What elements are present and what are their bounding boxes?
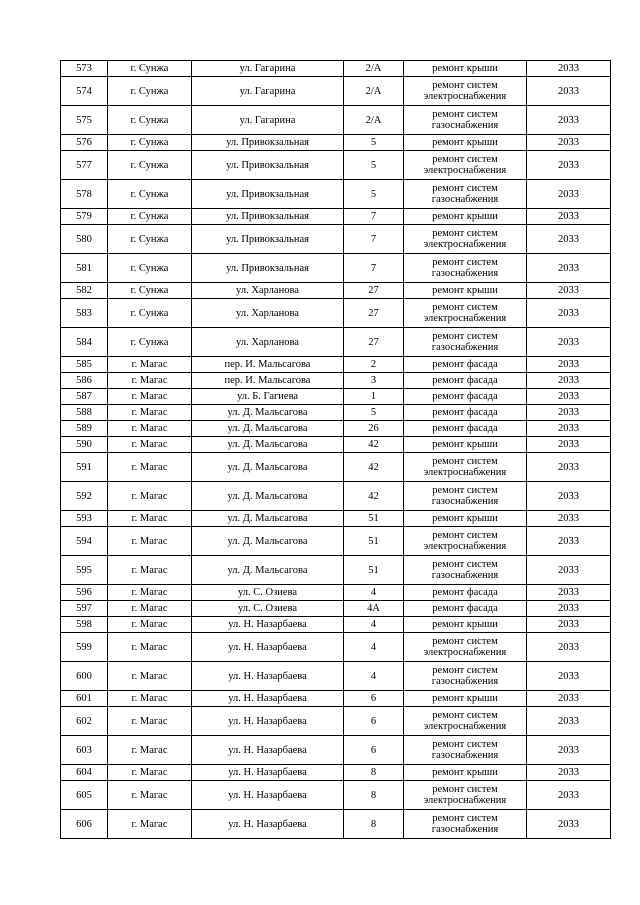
work-type-cell (404, 283, 527, 299)
row-number: 581 (61, 254, 108, 283)
year-cell: 2033 (527, 106, 611, 135)
table-row (61, 527, 611, 556)
year-cell: 2033 (527, 254, 611, 283)
house-cell: 27 (344, 283, 404, 299)
work-type-cell (404, 736, 527, 765)
work-type-line: ремонт систем (432, 739, 498, 750)
house-cell: 4 (344, 662, 404, 691)
work-type-line: ремонт систем (432, 257, 498, 268)
work-type-line: ремонт фасада (432, 423, 498, 434)
work-type-line: газоснабжения (431, 570, 499, 581)
city-cell: г. Сунжа (108, 225, 192, 254)
row-number: 579 (61, 209, 108, 225)
table-row (61, 511, 611, 527)
city-cell: г. Сунжа (108, 151, 192, 180)
table-row (61, 437, 611, 453)
city-cell: г. Магас (108, 781, 192, 810)
table-row (61, 617, 611, 633)
street-cell: ул. Н. Назарбаева (192, 765, 344, 781)
city-cell: г. Сунжа (108, 328, 192, 357)
city-cell: г. Магас (108, 437, 192, 453)
house-cell: 5 (344, 135, 404, 151)
table-row (61, 209, 611, 225)
house-cell: 2/А (344, 77, 404, 106)
year-cell: 2033 (527, 283, 611, 299)
year-cell: 2033 (527, 225, 611, 254)
street-cell: ул. Н. Назарбаева (192, 662, 344, 691)
street-cell: ул. Д. Мальсагова (192, 482, 344, 511)
work-type-line: ремонт систем (432, 485, 498, 496)
table-row (61, 482, 611, 511)
year-cell: 2033 (527, 601, 611, 617)
house-cell: 6 (344, 736, 404, 765)
table-row (61, 556, 611, 585)
row-number: 596 (61, 585, 108, 601)
street-cell: ул. Д. Мальсагова (192, 405, 344, 421)
table-body (61, 61, 611, 839)
work-type-line: ремонт систем (432, 456, 498, 467)
row-number: 600 (61, 662, 108, 691)
work-type-cell (404, 151, 527, 180)
city-cell: г. Сунжа (108, 254, 192, 283)
row-number: 575 (61, 106, 108, 135)
work-type-line: ремонт систем (432, 228, 498, 239)
work-type-line: ремонт систем (432, 183, 498, 194)
house-cell: 5 (344, 151, 404, 180)
row-number: 601 (61, 691, 108, 707)
table-row (61, 389, 611, 405)
house-cell: 8 (344, 781, 404, 810)
work-type-line: газоснабжения (431, 750, 499, 761)
work-type-cell (404, 707, 527, 736)
year-cell: 2033 (527, 662, 611, 691)
year-cell: 2033 (527, 810, 611, 839)
work-type-cell (404, 373, 527, 389)
row-number: 593 (61, 511, 108, 527)
city-cell: г. Магас (108, 421, 192, 437)
work-type-cell (404, 633, 527, 662)
row-number: 606 (61, 810, 108, 839)
row-number: 592 (61, 482, 108, 511)
table-row (61, 225, 611, 254)
year-cell: 2033 (527, 357, 611, 373)
work-type-line: электроснабжения (423, 647, 507, 658)
table-row (61, 405, 611, 421)
work-type-line: ремонт систем (432, 665, 498, 676)
street-cell: ул. Н. Назарбаева (192, 617, 344, 633)
house-cell: 6 (344, 707, 404, 736)
row-number: 580 (61, 225, 108, 254)
house-cell: 2/А (344, 61, 404, 77)
work-type-line: ремонт систем (432, 559, 498, 570)
work-type-line: ремонт крыши (432, 439, 498, 450)
table-row (61, 765, 611, 781)
house-cell: 8 (344, 765, 404, 781)
city-cell: г. Магас (108, 389, 192, 405)
work-type-line: ремонт крыши (432, 63, 498, 74)
work-type-line: электроснабжения (423, 541, 507, 552)
year-cell: 2033 (527, 77, 611, 106)
street-cell: ул. С. Озиева (192, 601, 344, 617)
year-cell: 2033 (527, 707, 611, 736)
street-cell: ул. Н. Назарбаева (192, 810, 344, 839)
work-type-line: ремонт фасада (432, 407, 498, 418)
work-type-cell (404, 453, 527, 482)
year-cell: 2033 (527, 373, 611, 389)
work-type-line: ремонт крыши (432, 693, 498, 704)
work-type-line: электроснабжения (423, 165, 507, 176)
street-cell: ул. С. Озиева (192, 585, 344, 601)
work-type-cell (404, 810, 527, 839)
house-cell: 5 (344, 405, 404, 421)
city-cell: г. Магас (108, 810, 192, 839)
work-type-cell (404, 556, 527, 585)
table-row (61, 254, 611, 283)
table-row (61, 283, 611, 299)
street-cell: ул. Гагарина (192, 61, 344, 77)
table-row (61, 707, 611, 736)
work-type-line: ремонт фасада (432, 359, 498, 370)
table-row (61, 691, 611, 707)
work-type-cell (404, 209, 527, 225)
year-cell: 2033 (527, 633, 611, 662)
year-cell: 2033 (527, 556, 611, 585)
year-cell: 2033 (527, 585, 611, 601)
year-cell: 2033 (527, 209, 611, 225)
city-cell: г. Магас (108, 373, 192, 389)
street-cell: ул. Гагарина (192, 77, 344, 106)
work-type-line: ремонт крыши (432, 767, 498, 778)
city-cell: г. Магас (108, 691, 192, 707)
street-cell: ул. Н. Назарбаева (192, 736, 344, 765)
table-row (61, 810, 611, 839)
street-cell: ул. Харланова (192, 283, 344, 299)
street-cell: ул. Привокзальная (192, 209, 344, 225)
row-number: 584 (61, 328, 108, 357)
city-cell: г. Магас (108, 707, 192, 736)
work-type-cell (404, 585, 527, 601)
work-type-line: электроснабжения (423, 795, 507, 806)
work-type-cell (404, 617, 527, 633)
year-cell: 2033 (527, 511, 611, 527)
table-row (61, 736, 611, 765)
work-type-cell (404, 482, 527, 511)
year-cell: 2033 (527, 405, 611, 421)
city-cell: г. Магас (108, 765, 192, 781)
house-cell: 8 (344, 810, 404, 839)
work-type-line: газоснабжения (431, 268, 499, 279)
row-number: 588 (61, 405, 108, 421)
work-type-cell (404, 254, 527, 283)
work-type-line: электроснабжения (423, 467, 507, 478)
street-cell: ул. Н. Назарбаева (192, 691, 344, 707)
city-cell: г. Сунжа (108, 180, 192, 209)
work-type-line: ремонт крыши (432, 285, 498, 296)
house-cell: 42 (344, 453, 404, 482)
street-cell: ул. Д. Мальсагова (192, 511, 344, 527)
house-cell: 5 (344, 180, 404, 209)
work-type-cell (404, 765, 527, 781)
work-type-line: газоснабжения (431, 120, 499, 131)
row-number: 605 (61, 781, 108, 810)
work-type-line: ремонт крыши (432, 619, 498, 630)
house-cell: 4 (344, 633, 404, 662)
work-type-cell (404, 180, 527, 209)
street-cell: пер. И. Мальсагова (192, 357, 344, 373)
table-row (61, 151, 611, 180)
row-number: 576 (61, 135, 108, 151)
street-cell: ул. Харланова (192, 299, 344, 328)
row-number: 577 (61, 151, 108, 180)
street-cell: ул. Н. Назарбаева (192, 707, 344, 736)
row-number: 587 (61, 389, 108, 405)
street-cell: ул. Привокзальная (192, 225, 344, 254)
house-cell: 2/А (344, 106, 404, 135)
house-cell: 51 (344, 556, 404, 585)
work-type-line: ремонт систем (432, 109, 498, 120)
row-number: 574 (61, 77, 108, 106)
city-cell: г. Сунжа (108, 61, 192, 77)
city-cell: г. Магас (108, 617, 192, 633)
street-cell: ул. Н. Назарбаева (192, 633, 344, 662)
work-type-line: ремонт систем (432, 813, 498, 824)
row-number: 586 (61, 373, 108, 389)
house-cell: 4 (344, 585, 404, 601)
row-number: 573 (61, 61, 108, 77)
house-cell: 51 (344, 527, 404, 556)
work-type-line: ремонт систем (432, 80, 498, 91)
table-row (61, 328, 611, 357)
work-type-cell (404, 527, 527, 556)
street-cell: ул. Б. Гагиева (192, 389, 344, 405)
work-type-cell (404, 106, 527, 135)
city-cell: г. Магас (108, 482, 192, 511)
house-cell: 6 (344, 691, 404, 707)
work-type-line: электроснабжения (423, 721, 507, 732)
house-cell: 7 (344, 209, 404, 225)
table-row (61, 453, 611, 482)
row-number: 604 (61, 765, 108, 781)
year-cell: 2033 (527, 736, 611, 765)
work-type-line: ремонт систем (432, 710, 498, 721)
work-type-line: ремонт систем (432, 530, 498, 541)
work-type-cell (404, 662, 527, 691)
table-row (61, 633, 611, 662)
work-type-line: ремонт фасада (432, 391, 498, 402)
work-type-line: ремонт систем (432, 302, 498, 313)
table-row (61, 421, 611, 437)
table-row (61, 781, 611, 810)
table-row (61, 180, 611, 209)
work-type-cell (404, 389, 527, 405)
street-cell: ул. Харланова (192, 328, 344, 357)
house-cell: 51 (344, 511, 404, 527)
table-row (61, 373, 611, 389)
city-cell: г. Сунжа (108, 135, 192, 151)
street-cell: пер. И. Мальсагова (192, 373, 344, 389)
work-type-line: газоснабжения (431, 824, 499, 835)
table-row (61, 135, 611, 151)
city-cell: г. Магас (108, 662, 192, 691)
work-type-line: газоснабжения (431, 676, 499, 687)
row-number: 582 (61, 283, 108, 299)
city-cell: г. Магас (108, 585, 192, 601)
row-number: 585 (61, 357, 108, 373)
work-type-line: ремонт систем (432, 154, 498, 165)
row-number: 598 (61, 617, 108, 633)
city-cell: г. Магас (108, 357, 192, 373)
year-cell: 2033 (527, 781, 611, 810)
work-type-cell (404, 225, 527, 254)
work-type-line: ремонт крыши (432, 137, 498, 148)
street-cell: ул. Д. Мальсагова (192, 437, 344, 453)
work-type-cell (404, 511, 527, 527)
work-type-cell (404, 77, 527, 106)
house-cell: 27 (344, 299, 404, 328)
row-number: 595 (61, 556, 108, 585)
house-cell: 3 (344, 373, 404, 389)
street-cell: ул. Д. Мальсагова (192, 421, 344, 437)
work-type-cell (404, 421, 527, 437)
street-cell: ул. Д. Мальсагова (192, 556, 344, 585)
work-type-line: газоснабжения (431, 194, 499, 205)
city-cell: г. Сунжа (108, 283, 192, 299)
city-cell: г. Сунжа (108, 106, 192, 135)
row-number: 594 (61, 527, 108, 556)
row-number: 597 (61, 601, 108, 617)
work-type-cell (404, 781, 527, 810)
city-cell: г. Магас (108, 453, 192, 482)
city-cell: г. Магас (108, 527, 192, 556)
house-cell: 42 (344, 437, 404, 453)
work-type-line: ремонт крыши (432, 513, 498, 524)
work-type-cell (404, 135, 527, 151)
city-cell: г. Магас (108, 601, 192, 617)
house-cell: 4 (344, 617, 404, 633)
work-type-line: электроснабжения (423, 91, 507, 102)
work-type-cell (404, 601, 527, 617)
street-cell: ул. Н. Назарбаева (192, 781, 344, 810)
year-cell: 2033 (527, 482, 611, 511)
row-number: 590 (61, 437, 108, 453)
city-cell: г. Сунжа (108, 77, 192, 106)
year-cell: 2033 (527, 527, 611, 556)
street-cell: ул. Д. Мальсагова (192, 527, 344, 556)
year-cell: 2033 (527, 135, 611, 151)
year-cell: 2033 (527, 151, 611, 180)
work-type-line: газоснабжения (431, 496, 499, 507)
work-type-line: ремонт фасада (432, 375, 498, 386)
table-row (61, 61, 611, 77)
year-cell: 2033 (527, 389, 611, 405)
row-number: 578 (61, 180, 108, 209)
row-number: 583 (61, 299, 108, 328)
street-cell: ул. Привокзальная (192, 135, 344, 151)
row-number: 589 (61, 421, 108, 437)
work-type-cell (404, 61, 527, 77)
year-cell: 2033 (527, 617, 611, 633)
house-cell: 2 (344, 357, 404, 373)
house-cell: 4А (344, 601, 404, 617)
row-number: 603 (61, 736, 108, 765)
city-cell: г. Магас (108, 511, 192, 527)
work-type-line: ремонт крыши (432, 211, 498, 222)
work-type-line: ремонт фасада (432, 603, 498, 614)
table-row (61, 585, 611, 601)
house-cell: 7 (344, 225, 404, 254)
work-type-line: ремонт систем (432, 331, 498, 342)
year-cell: 2033 (527, 299, 611, 328)
street-cell: ул. Привокзальная (192, 254, 344, 283)
house-cell: 1 (344, 389, 404, 405)
work-type-line: ремонт систем (432, 784, 498, 795)
work-type-line: ремонт систем (432, 636, 498, 647)
year-cell: 2033 (527, 765, 611, 781)
table-row (61, 106, 611, 135)
table-row (61, 357, 611, 373)
street-cell: ул. Гагарина (192, 106, 344, 135)
work-type-cell (404, 437, 527, 453)
table-row (61, 601, 611, 617)
table-row (61, 299, 611, 328)
street-cell: ул. Привокзальная (192, 180, 344, 209)
year-cell: 2033 (527, 437, 611, 453)
work-type-cell (404, 357, 527, 373)
work-type-cell (404, 405, 527, 421)
work-type-cell (404, 328, 527, 357)
year-cell: 2033 (527, 328, 611, 357)
house-cell: 42 (344, 482, 404, 511)
work-type-line: газоснабжения (431, 342, 499, 353)
street-cell: ул. Привокзальная (192, 151, 344, 180)
city-cell: г. Магас (108, 405, 192, 421)
work-type-line: электроснабжения (423, 239, 507, 250)
year-cell: 2033 (527, 61, 611, 77)
city-cell: г. Магас (108, 633, 192, 662)
row-number: 591 (61, 453, 108, 482)
work-type-line: электроснабжения (423, 313, 507, 324)
house-cell: 26 (344, 421, 404, 437)
table-row (61, 77, 611, 106)
city-cell: г. Магас (108, 736, 192, 765)
year-cell: 2033 (527, 421, 611, 437)
work-type-cell (404, 691, 527, 707)
table-row (61, 662, 611, 691)
city-cell: г. Магас (108, 556, 192, 585)
street-cell: ул. Д. Мальсагова (192, 453, 344, 482)
row-number: 599 (61, 633, 108, 662)
repair-schedule-table (60, 60, 611, 839)
year-cell: 2033 (527, 453, 611, 482)
house-cell: 27 (344, 328, 404, 357)
city-cell: г. Сунжа (108, 299, 192, 328)
work-type-cell (404, 299, 527, 328)
house-cell: 7 (344, 254, 404, 283)
year-cell: 2033 (527, 180, 611, 209)
year-cell: 2033 (527, 691, 611, 707)
city-cell: г. Сунжа (108, 209, 192, 225)
row-number: 602 (61, 707, 108, 736)
work-type-line: ремонт фасада (432, 587, 498, 598)
